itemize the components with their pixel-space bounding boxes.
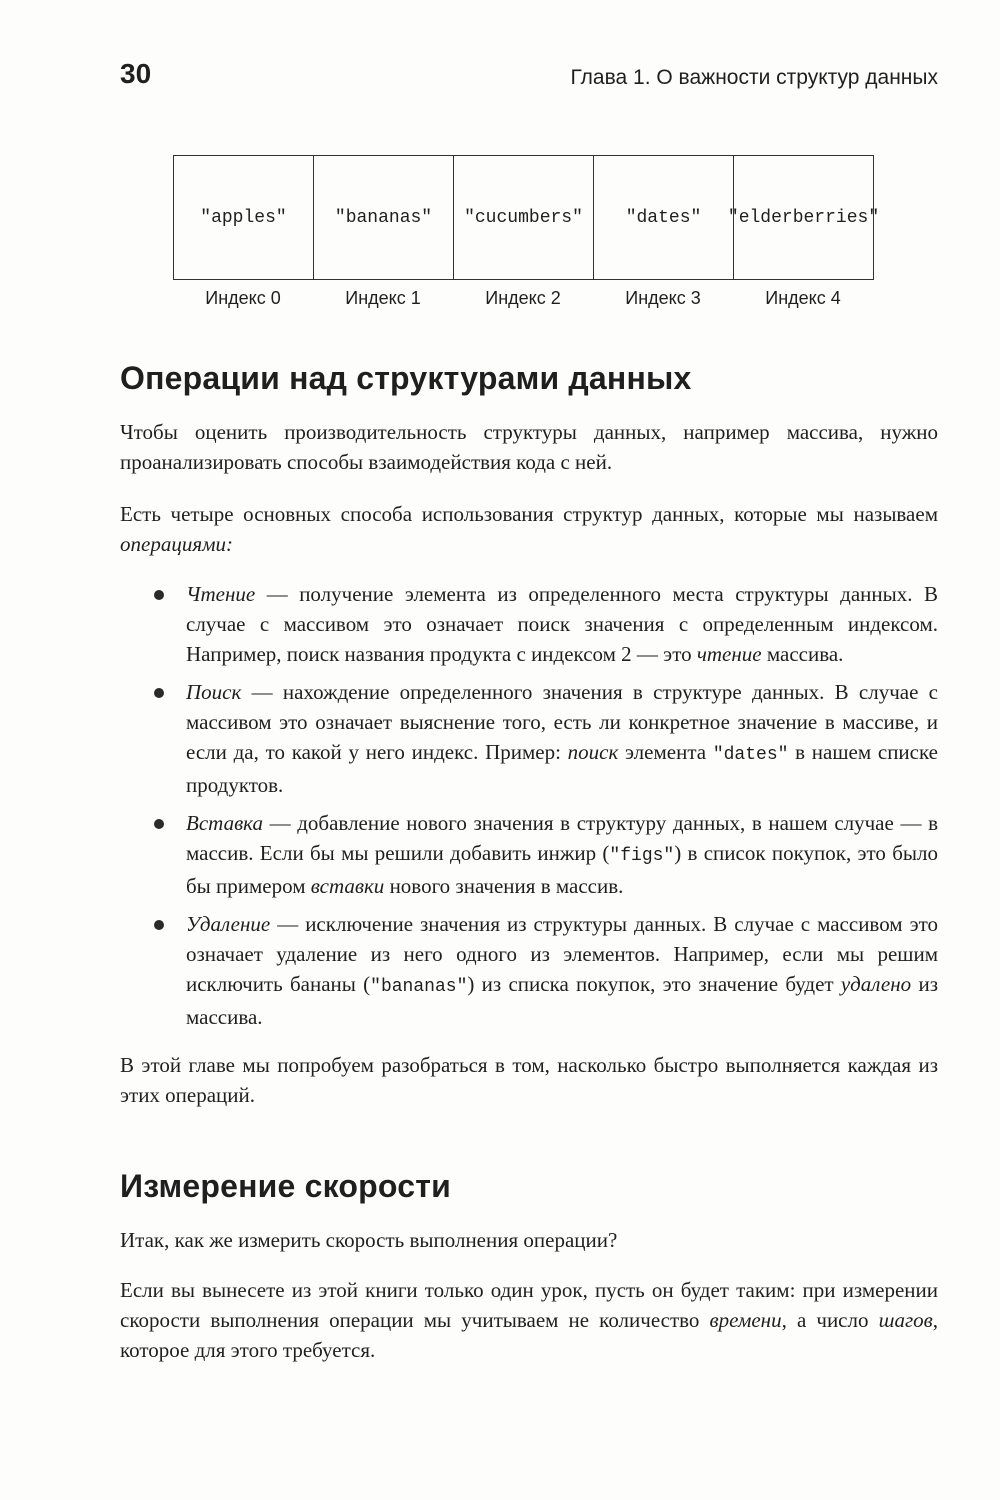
- paragraph-text: , которое для этого требуется.: [120, 1308, 939, 1362]
- emphasis: шагов: [878, 1308, 933, 1332]
- array-cell: "elderberries": [733, 155, 874, 280]
- item-text: ) из списка покупок, это значение будет: [467, 972, 841, 996]
- paragraph-text: Есть четыре основных способа использования структур данных, которые мы называем: [120, 502, 938, 526]
- inline-code: "bananas": [370, 977, 468, 997]
- item-text: массива.: [761, 642, 844, 666]
- item-text: — исключение значения из структуры данных. В случае с массивом это означает удаление из него одного из элементов. Например, если мы решим исключить бананы (: [186, 912, 938, 996]
- index-label: Индекс 4: [765, 288, 841, 308]
- term: Удаление: [186, 912, 271, 936]
- emphasis: операциями:: [120, 532, 233, 556]
- item-text: — получение элемента из определенного места структуры данных. В случае с массивом это означает поиск значения с определенным индексом. Например, поиск названия продукта с индексом 2 — это: [186, 582, 938, 666]
- array-cell: "dates": [593, 155, 734, 280]
- paragraph: Итак, как же измерить скорость выполнения операции?: [120, 1228, 618, 1252]
- term: Поиск: [186, 680, 242, 704]
- item-text: ) в список покупок, это было бы примером: [186, 841, 938, 898]
- page-number: 30: [120, 58, 152, 89]
- index-label: Индекс 0: [205, 288, 281, 308]
- emphasis: времени: [709, 1308, 782, 1332]
- page-header: [120, 58, 938, 98]
- running-title: Глава 1. О важности структур данных: [570, 66, 938, 89]
- index-label: Индекс 1: [345, 288, 421, 308]
- array-cells: [173, 155, 880, 280]
- index-label: Индекс 3: [625, 288, 701, 308]
- array-figure: [173, 155, 880, 309]
- array-cell: "bananas": [313, 155, 454, 280]
- section-operations: [120, 360, 938, 1110]
- inline-code: "dates": [712, 745, 789, 765]
- emphasis: вставки: [310, 874, 385, 898]
- paragraph: Чтобы оценить производительность структуры данных, например массива, нужно проанализировать способы взаимодействия кода с ней.: [120, 420, 938, 474]
- list-item: [120, 808, 938, 901]
- list-item: [120, 579, 938, 669]
- section-title: Операции над структурами данных: [120, 360, 692, 396]
- paragraph: [120, 1275, 938, 1365]
- bullet-icon: [154, 590, 164, 600]
- paragraph-text: , а число: [781, 1308, 879, 1332]
- section-title: Измерение скорости: [120, 1168, 451, 1204]
- operations-list: [120, 579, 938, 1032]
- term: Вставка: [186, 811, 263, 835]
- item-text: из массива.: [186, 972, 938, 1029]
- array-indices: [173, 288, 874, 309]
- array-cell: "cucumbers": [453, 155, 594, 280]
- paragraph: В этой главе мы попробуем разобраться в том, насколько быстро выполняется каждая из этих операций.: [120, 1053, 938, 1107]
- section-speed: [120, 1168, 938, 1365]
- term: Чтение: [186, 582, 256, 606]
- index-label: Индекс 2: [485, 288, 561, 308]
- emphasis: чтение: [696, 642, 762, 666]
- bullet-icon: [154, 819, 164, 829]
- item-text: — добавление нового значения в структуру данных, в нашем случае — в массив. Если бы мы решили добавить инжир (: [186, 811, 938, 865]
- item-text: в нашем списке продуктов.: [186, 740, 938, 797]
- bullet-icon: [154, 688, 164, 698]
- paragraph-text: Если вы вынесете из этой книги только один урок, пусть он будет таким: при измерении скорости выполнения операции мы учитываем не количество: [120, 1278, 938, 1332]
- inline-code: "figs": [609, 846, 675, 866]
- item-text: — нахождение определенного значения в структуре данных. В случае с массивом это означает выяснение того, есть ли конкретное значение в массиве, и если да, то какой у него индекс. Пример:: [186, 680, 938, 764]
- emphasis: удалено: [840, 972, 912, 996]
- item-text: нового значения в массив.: [384, 874, 624, 898]
- bullet-icon: [154, 920, 164, 930]
- paragraph: [120, 499, 938, 559]
- emphasis: поиск: [567, 740, 619, 764]
- list-item: [120, 909, 938, 1032]
- item-text: элемента: [618, 740, 713, 764]
- list-item: [120, 677, 938, 800]
- array-cell: "apples": [173, 155, 314, 280]
